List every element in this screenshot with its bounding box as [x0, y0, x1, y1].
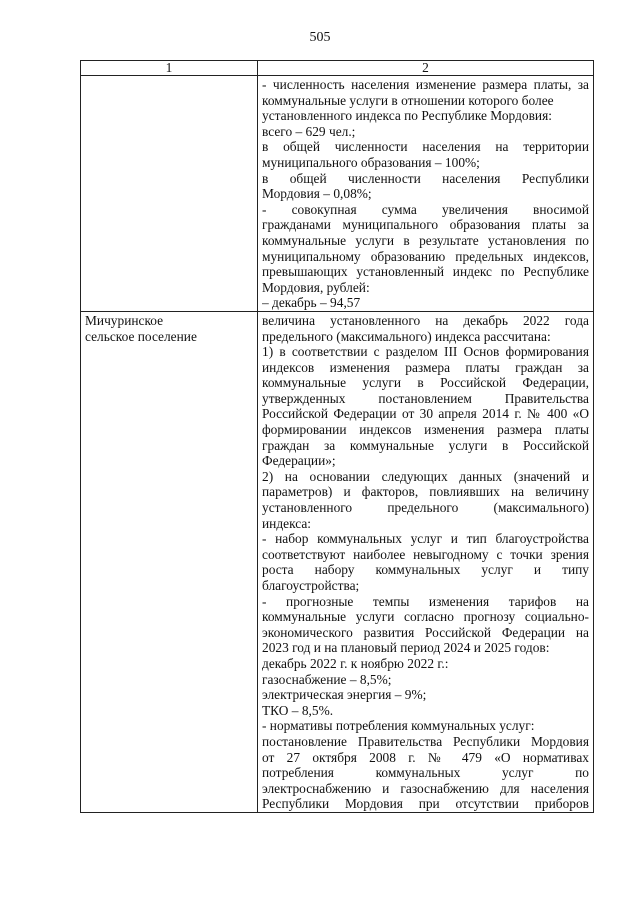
- text-line: индексов изменения размера платы граждан за: [262, 359, 589, 375]
- text-line: от 27 октября 2008 г. № 479 «О нормативах: [262, 749, 589, 765]
- table-header-row: [81, 61, 594, 76]
- text-line: постановление Правительства Республики Мордовия: [262, 733, 589, 749]
- table-row: [81, 76, 594, 312]
- text-line: – декабрь – 94,57: [262, 295, 361, 311]
- table-row: [81, 311, 594, 812]
- row-2-right-cell: [258, 311, 594, 812]
- text-line: Федерации»;: [262, 453, 336, 469]
- text-line: - численность населения изменение размера платы, за: [262, 77, 589, 92]
- row-1-right-cell: [258, 76, 594, 312]
- text-line: электроснабжению и газоснабжению для населения: [262, 780, 589, 796]
- text-line: - прогнозные темпы изменения тарифов на: [262, 593, 589, 609]
- header-cell-2: 2: [258, 61, 594, 76]
- text-line: 2) на основании следующих данных (значений и: [262, 468, 589, 484]
- text-line: - совокупная сумма увеличения вносимой: [262, 201, 589, 217]
- text-line: параметров) и факторов, повлиявших на величину: [262, 484, 589, 500]
- text-line: в общей численности населения на территории: [262, 139, 589, 155]
- text-line: соответствуют наиболее невыгодному с точки зрения: [262, 546, 589, 562]
- text-line: коммунальные услуги в результате установления по: [262, 232, 589, 248]
- text-line: Российской Федерации от 30 апреля 2014 г. № 400 «О: [262, 406, 589, 422]
- text-line: граждан за коммунальные услуги в Российской: [262, 437, 589, 453]
- text-line: Мордовия, рублей:: [262, 279, 370, 295]
- text-line: Республики Мордовия при отсутствии приборов: [262, 796, 589, 812]
- text-line: коммунальные услуги в отношении которого более: [262, 92, 554, 108]
- text-line: превышающих установленный индекс по Республике: [262, 264, 589, 280]
- text-line: утвержденных постановлением Правительства: [262, 390, 589, 406]
- row-2-left-cell: [81, 311, 258, 812]
- text-line: муниципальному образованию предельных индексов,: [262, 248, 589, 264]
- text-line: формировании индексов изменения размера платы: [262, 422, 589, 438]
- text-line: гражданами муниципального образования платы за: [262, 217, 589, 233]
- text-line: благоустройства;: [262, 578, 360, 593]
- text-line: газоснабжение – 8,5%;: [262, 671, 392, 687]
- text-line: предельного (максимального) индекса рассчитана:: [262, 328, 551, 344]
- text-line: всего – 629 чел.;: [262, 123, 356, 139]
- text-line: - набор коммунальных услуг и тип благоустройства: [262, 531, 589, 547]
- row-1-left-cell: [81, 76, 258, 312]
- text-line: муниципального образования – 100%;: [262, 154, 480, 170]
- text-line: экономического развития Российской Федерации на: [262, 624, 589, 640]
- text-line: Мордовия – 0,08%;: [262, 186, 372, 202]
- row-label-line: сельское поселение: [85, 328, 197, 344]
- text-line: электрическая энергия – 9%;: [262, 687, 427, 703]
- text-line: индекса:: [262, 515, 312, 531]
- header-cell-1: 1: [81, 61, 258, 76]
- text-line: в общей численности населения Республики: [262, 170, 589, 186]
- text-line: установленного индекса по Республике Мордовия:: [262, 108, 552, 124]
- document-table: [80, 60, 594, 813]
- text-line: 2023 год и на плановый период 2024 и 2025 годов:: [262, 640, 550, 656]
- text-line: величина установленного на декабрь 2022 года: [262, 312, 589, 328]
- text-line: коммунальные услуги в Российской Федерации,: [262, 375, 589, 391]
- text-line: роста набору коммунальных услуг и типу: [262, 562, 589, 578]
- text-line: декабрь 2022 г. к ноябрю 2022 г.:: [262, 655, 449, 671]
- text-line: - нормативы потребления коммунальных услуг:: [262, 718, 535, 734]
- text-line: ТКО – 8,5%.: [262, 702, 334, 718]
- text-line: установленного предельного (максимального): [262, 500, 589, 516]
- row-label-line: Мичуринское: [85, 312, 164, 328]
- page-number: 505: [309, 30, 331, 45]
- text-line: потребления коммунальных услуг по: [262, 765, 589, 781]
- text-line: 1) в соответствии с разделом III Основ формирования: [262, 344, 589, 360]
- text-line: коммунальные услуги согласно прогнозу социально-: [262, 609, 589, 625]
